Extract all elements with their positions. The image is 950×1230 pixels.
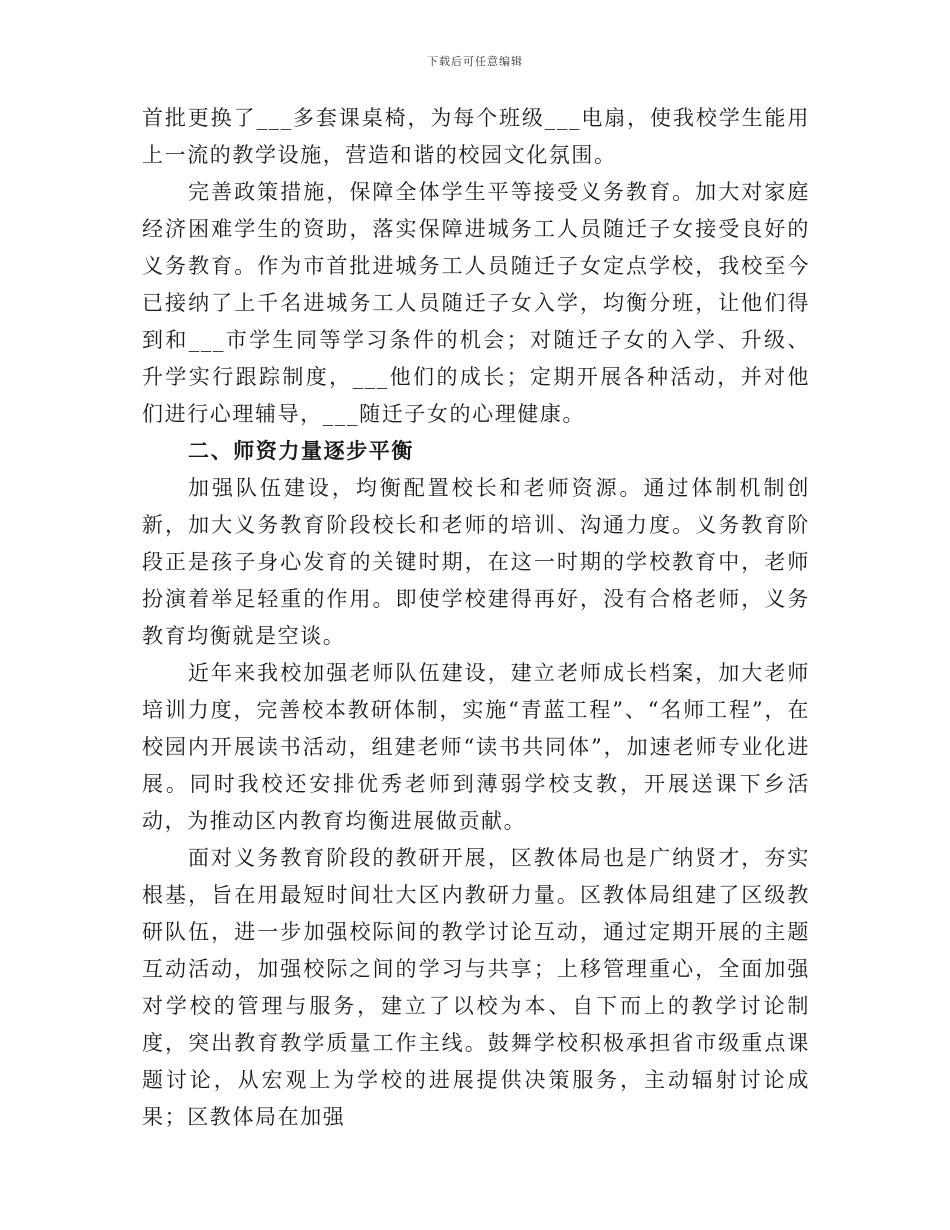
paragraph-3: 加强队伍建设，均衡配置校长和老师资源。通过体制机制创新，加大义务教育阶段校长和老师的培训、沟通力度。义务教育阶段正是孩子身心发育的关键时期，在这一时期的学校教育中，老师扮演着举足轻重的作用。即使学校建得再好，没有合格老师，义务教育均衡就是空谈。 (142, 476, 810, 648)
page-header: 下载后可任意编辑 (427, 55, 523, 68)
section-heading: 二、师资力量逐步平衡 (188, 439, 414, 463)
paragraph-5: 面对义务教育阶段的教研开展，区教体局也是广纳贤才，夯实根基，旨在用最短时间壮大区内教研力量。区教体局组建了区级教研队伍，进一步加强校际间的教学讨论互动，通过定期开展的主题互动活动，加强校际之间的学习与共享；上移管理重心，全面加强对学校的管理与服务，建立了以校为本、自下而上的教学讨论制度，突出教育教学质量工作主线。鼓舞学校积极承担省市级重点课题讨论，从宏观上为学校的进展提供决策服务，主动辐射讨论成果；区教体局在加强 (142, 846, 810, 1129)
document-body (142, 100, 810, 1136)
paragraph-4: 近年来我校加强老师队伍建设，建立老师成长档案，加大老师培训力度，完善校本教研体制，实施“青蓝工程”、“名师工程”，在校园内开展读书活动，组建老师“读书共同体”，加速老师专业化进展。同时我校还安排优秀老师到薄弱学校支教，开展送课下乡活动，为推动区内教育均衡进展做贡献。 (142, 661, 810, 833)
paragraph-2: 完善政策措施，保障全体学生平等接受义务教育。加大对家庭经济困难学生的资助，落实保障进城务工人员随迁子女接受良好的义务教育。作为市首批进城务工人员随迁子女定点学校，我校至今已接纳了上千名进城务工人员随迁子女入学，均衡分班，让他们得到和___市学生同等学习条件的机会；对随迁子女的入学、升级、升学实行跟踪制度，___他们的成长；定期开展各种活动，并对他们进行心理辅导，___随迁子女的心理健康。 (142, 180, 810, 426)
paragraph-1: 首批更换了___多套课桌椅，为每个班级___电扇，使我校学生能用上一流的教学设施，营造和谐的校园文化氛围。 (142, 106, 810, 167)
